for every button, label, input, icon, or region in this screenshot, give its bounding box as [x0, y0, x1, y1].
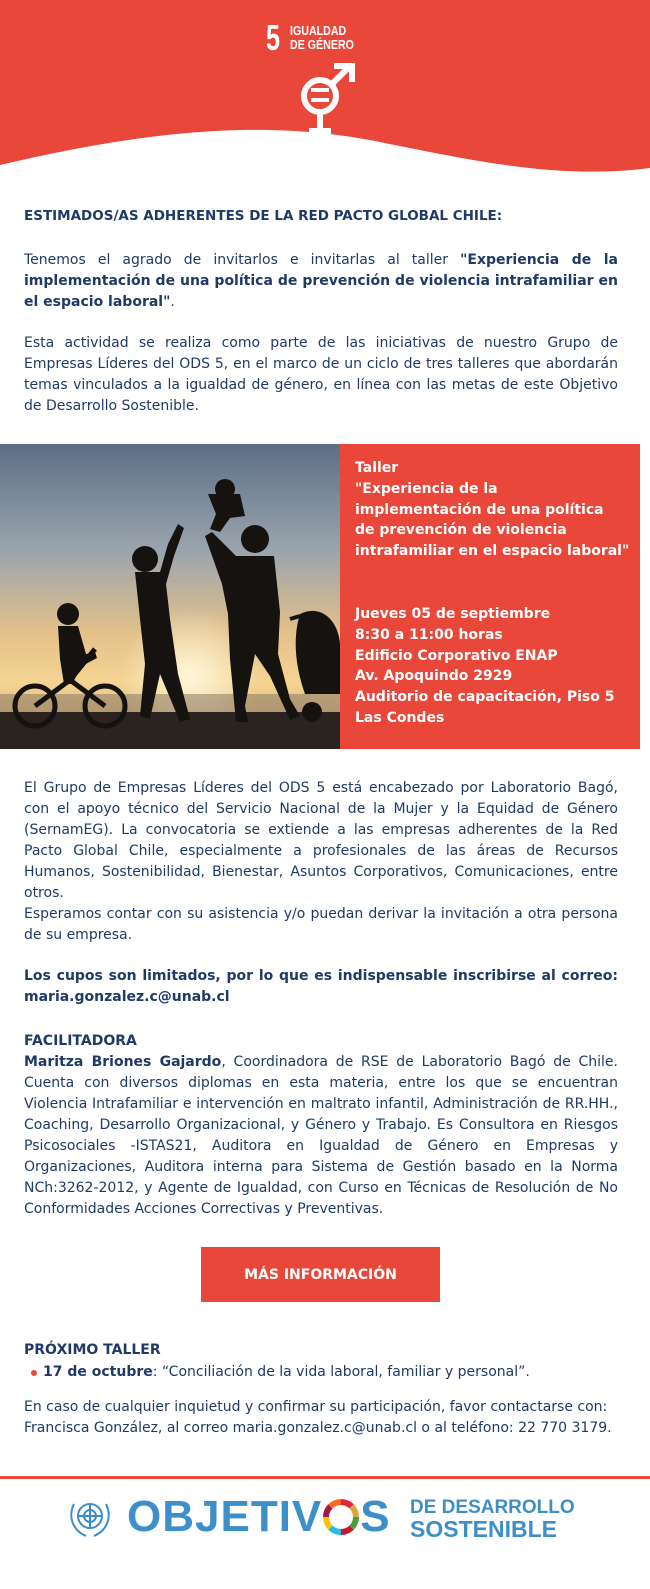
event-address: Av. Apoquindo 2929	[355, 668, 513, 685]
facilitator-heading: FACILITADORA	[24, 1033, 137, 1049]
event-building: Edificio Corporativo ENAP	[355, 647, 558, 664]
sdg-footer-logo	[0, 1486, 650, 1546]
attendance-paragraph: Esperamos contar con su asistencia y/o puedan derivar la invitación a otra persona de su empresa.	[24, 906, 618, 943]
gender-equality-icon	[296, 62, 358, 144]
sdg-title: IGUALDAD DE GÉNERO	[290, 23, 354, 52]
event-time: 8:30 a 11:00 horas	[355, 626, 503, 643]
more-info-button[interactable]: MÁS INFORMACIÓN	[201, 1247, 440, 1302]
event-room: Auditorio de capacitación, Piso 5	[355, 689, 615, 706]
context-paragraph: Esta actividad se realiza como parte de las iniciativas de nuestro Grupo de Empresas Líderes del ODS 5, en el marco de un ciclo de tres talleres que abordarán temas vinculados a la igualdad de género, en línea con las metas de este Objetivo de Desarrollo Sostenible.	[24, 335, 618, 414]
workshop-title: Taller "Experiencia de la implementación de una política de prevención de violencia intrafamiliar en el espacio laboral"	[355, 460, 630, 560]
event-banner	[0, 444, 650, 749]
event-date: Jueves 05 de septiembre	[355, 606, 551, 622]
greeting: ESTIMADOS/AS ADHERENTES DE LA RED PACTO GLOBAL CHILE:	[24, 208, 503, 224]
bullet-icon	[31, 1370, 37, 1376]
sdg5-header	[0, 0, 650, 185]
sdg-wheel-icon	[323, 1499, 359, 1535]
un-emblem-icon	[66, 1496, 114, 1540]
registration-paragraph: Los cupos son limitados, por lo que es indispensable inscribirse al correo: maria.gonzalez.c@unab.cl	[24, 968, 618, 1005]
ods-subtitle: DE DESARROLLO SOSTENIBLE	[410, 1497, 575, 1542]
next-workshop-item: 17 de octubre: “Conciliación de la vida laboral, familiar y personal”.	[43, 1362, 530, 1383]
family-silhouette-image	[0, 444, 340, 749]
event-details-panel	[340, 444, 640, 749]
facilitator-bio: Maritza Briones Gajardo, Coordinadora de RSE de Laboratorio Bagó de Chile. Cuenta con diversos diplomas en esta materia, entre los que se encuentran Violencia Intrafamiliar e intervención en maltrato infantil, Administración de RR.HH., Coaching, Desarrollo Organizacional, y Género y Trabajo. Es Consultora en Riesgos Psicosociales -ISTAS21, Auditora en Igualdad de Género en Empresas y Organizaciones, Auditora interna para Sistema de Gestión basado en la Norma NCh:3262-2012, y Agente de Igualdad, con Curso en Técnicas de Resolución de No Conformidades Acciones Correctivas y Preventivas.	[24, 1054, 618, 1217]
sdg-number: 5	[266, 17, 281, 58]
contact-paragraph: En caso de cualquier inquietud y confirmar su participación, favor contactarse con: Francisca González, al correo maria.gonzalez.c@unab.cl o al teléfono: 22 770 3179.	[24, 1399, 612, 1436]
event-details	[355, 604, 614, 729]
event-city: Las Condes	[355, 709, 445, 726]
leaders-group-paragraph: El Grupo de Empresas Líderes del ODS 5 está encabezado por Laboratorio Bagó, con el apoyo técnico del Servicio Nacional de la Mujer y la Equidad de Género (SernamEG). La convocatoria se extiende a las empresas adherentes de la Red Pacto Global Chile, especialmente a profesionales de las áreas de Recursos Humanos, Sostenibilidad, Bienestar, Asuntos Corporativos, Comunicaciones, entre otros.	[24, 780, 618, 901]
objetivos-wordmark: OBJETIV S	[127, 1492, 391, 1541]
next-workshop-heading: PRÓXIMO TALLER	[24, 1342, 161, 1358]
footer-divider	[0, 1476, 650, 1479]
intro-paragraph: Tenemos el agrado de invitarlos e invitarlas al taller "Experiencia de la implementación de una política de prevención de violencia intrafamiliar en el espacio laboral".	[24, 252, 618, 310]
